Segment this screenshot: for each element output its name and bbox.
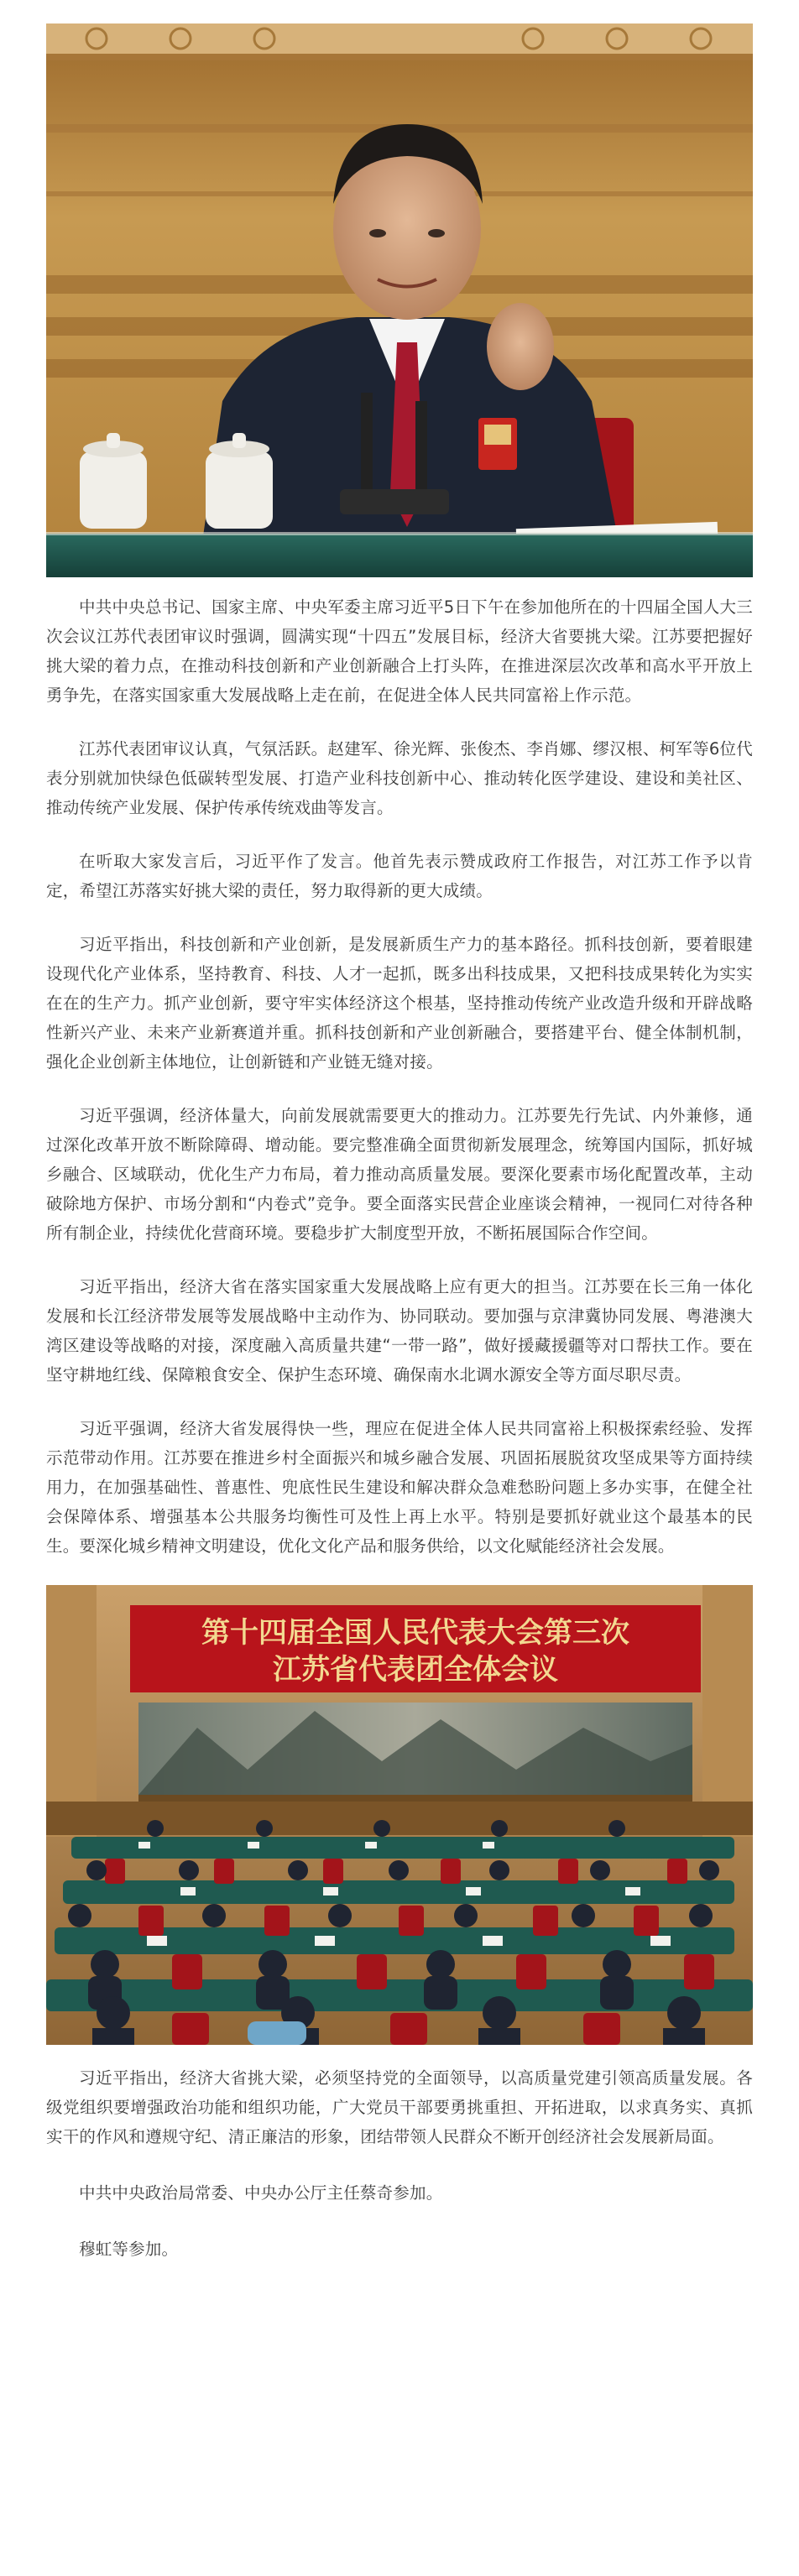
article-body: [46, 23, 753, 2264]
article-paragraph: 穆虹等参加。: [79, 2240, 179, 2259]
article-paragraph: 习近平强调，经济大省发展得快一些，理应在促进全体人民共同富裕上积极探索经验、发挥示范带动作用。江苏要在推进乡村全面振兴和城乡融合发展、巩固拓展脱贫攻坚成果等方面持续用力，在加强基础性、普惠性、兜底性民生建设和解决群众急难愁盼问题上多办实事，在健全社会保障体系、增强基本公共服务均衡性可及性上再上水平。特别是要抓好就业这个最基本的民生。要深化城乡精神文明建设，优化文化产品和服务供给，以文化赋能经济社会发展。: [46, 1419, 753, 1556]
article-paragraph: 习近平指出，科技创新和产业创新，是发展新质生产力的基本路径。抓科技创新，要着眼建设现代化产业体系，坚持教育、科技、人才一起抓，既多出科技成果，又把科技成果转化为实实在在的生产力。抓产业创新，要守牢实体经济这个根基，坚持推动传统产业改造升级和开辟战略性新兴产业、未来产业新赛道并重。抓科技创新和产业创新融合，要搭建平台、健全体制机制，强化企业创新主体地位，让创新链和产业链无缝对接。: [46, 935, 753, 1072]
speaker-photo-illustration: [46, 23, 753, 577]
article-paragraph: 江苏代表团审议认真，气氛活跃。赵建军、徐光辉、张俊杰、李肖娜、缪汉根、柯军等6位代表分别就加快绿色低碳转型发展、打造产业科技创新中心、推动转化医学建设、建设和美社区、推动传统产业发展、保护传承传统戏曲等发言。: [46, 739, 753, 817]
article-paragraph: 在听取大家发言后，习近平作了发言。他首先表示赞成政府工作报告，对江苏工作予以肯定，希望江苏落实好挑大梁的责任，努力取得新的更大成绩。: [46, 852, 753, 900]
article-paragraph: 习近平指出，经济大省挑大梁，必须坚持党的全面领导，以高质量党建引领高质量发展。各级党组织要增强政治功能和组织功能，广大党员干部要勇挑重担、开拓进取，以求真务实、真抓实干的作风和遵规守纪、清正廉洁的形象，团结带领人民群众不断开创经济社会发展新局面。: [46, 2068, 753, 2146]
article-paragraph: 习近平指出，经济大省在落实国家重大发展战略上应有更大的担当。江苏要在长三角一体化发展和长江经济带发展等发展战略中主动作为、协同联动。要加强与京津冀协同发展、粤港澳大湾区建设等战略的对接，深度融入高质量共建“一带一路”，做好援藏援疆等对口帮扶工作。要在坚守耕地红线、保障粮食安全、保护生态环境、确保南水北调水源安全等方面尽职尽责。: [46, 1277, 753, 1384]
banner-line-1: 第十四届全国人民代表大会第三次: [201, 1616, 629, 1650]
meeting-photo: [46, 1585, 753, 2045]
article-paragraph: 习近平强调，经济体量大，向前发展就需要更大的推动力。江苏要先行先试、内外兼修，通过深化改革开放不断除障碍、增动能。要完整准确全面贯彻新发展理念，统筹国内国际，抓好城乡融合、区域联动，优化生产力布局，着力推动高质量发展。要深化要素市场化配置改革，主动破除地方保护、市场分割和“内卷式”竞争。要全面落实民营企业座谈会精神，一视同仁对待各种所有制企业，持续优化营商环境。要稳步扩大制度型开放，不断拓展国际合作空间。: [46, 1106, 753, 1243]
banner-line-2: 江苏省代表团全体会议: [273, 1653, 558, 1687]
article-paragraph: 中共中央总书记、国家主席、中央军委主席习近平5日下午在参加他所在的十四届全国人大三次会议江苏代表团审议时强调，圆满实现“十四五”发展目标，经济大省要挑大梁。江苏要把握好挑大梁的着力点，在推动科技创新和产业创新融合上打头阵，在推进深层次改革和高水平开放上勇争先，在落实国家重大发展战略上走在前，在促进全体人民共同富裕上作示范。: [46, 597, 753, 705]
article-paragraph: 中共中央政治局常委、中央办公厅主任蔡奇参加。: [79, 2183, 443, 2203]
top-photo: [46, 23, 753, 577]
meeting-hall-illustration: [46, 1585, 753, 2045]
